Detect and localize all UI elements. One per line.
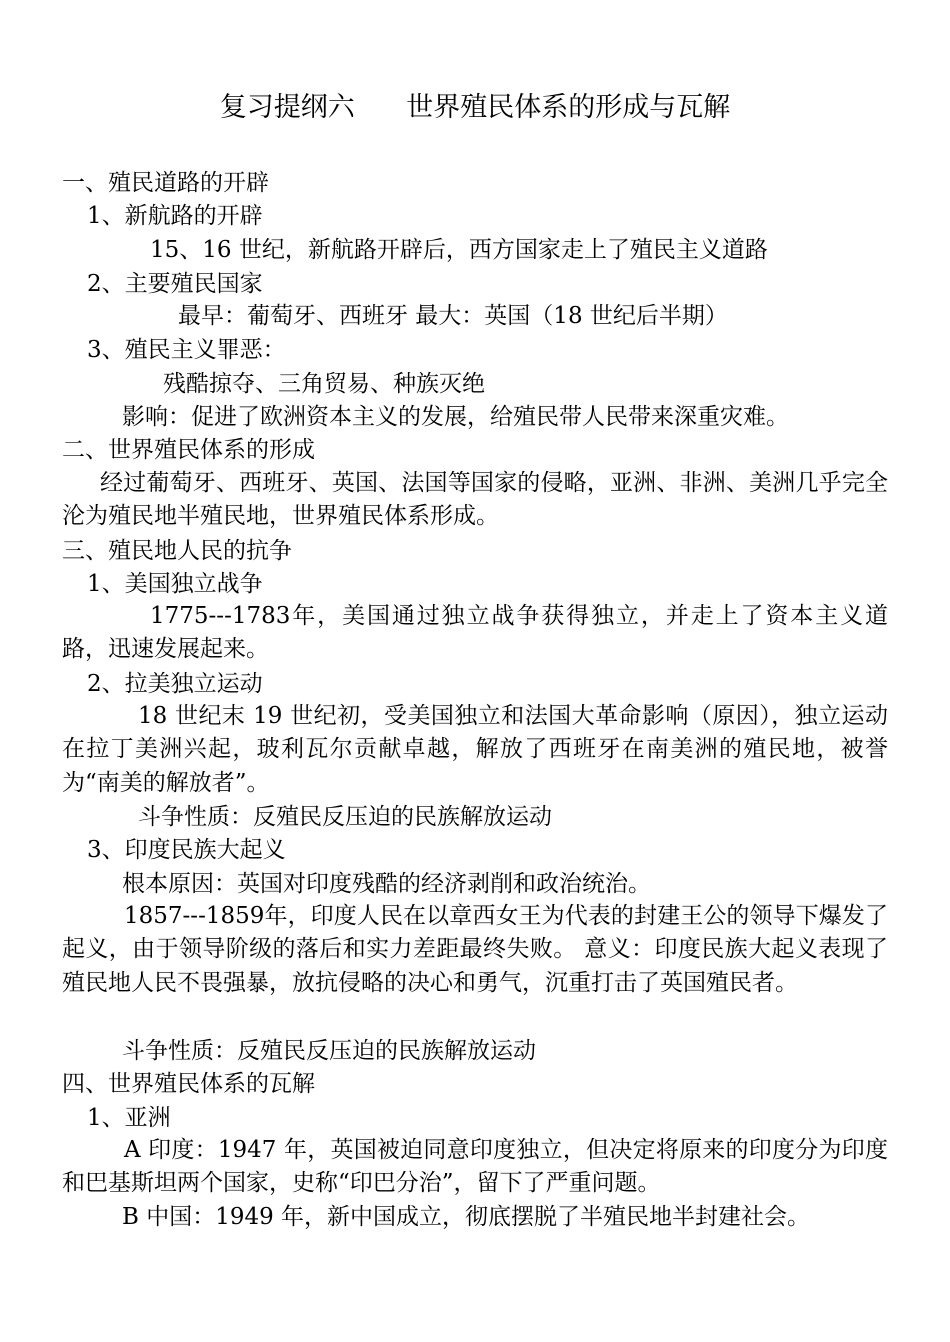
page-title: 复习提纲六 世界殖民体系的形成与瓦解 xyxy=(219,92,731,123)
item-colonial-crimes-text: 残酷掠夺、三角贸易、种族灭绝 xyxy=(163,371,485,397)
item-latin-america-nature: 斗争性质：反殖民反压迫的民族解放运动 xyxy=(138,804,552,830)
item-american-war-text: 1775---1783年，美国通过独立战争获得独立，并走上了资本主义道路，迅速发展起来。 xyxy=(62,603,888,663)
item-india-uprising: 3、印度民族大起义 xyxy=(87,837,286,863)
section-heading-1: 一、殖民道路的开辟 xyxy=(62,170,269,196)
item-colonial-crimes: 3、殖民主义罪恶： xyxy=(87,337,286,363)
item-american-war: 1、美国独立战争 xyxy=(87,571,263,597)
item-colonial-countries: 2、主要殖民国家 xyxy=(87,271,263,297)
item-new-routes-text: 15、16 世纪，新航路开辟后，西方国家走上了殖民主义道路 xyxy=(150,237,768,263)
item-latin-america: 2、拉美独立运动 xyxy=(87,671,263,697)
item-asia-india-text: A 印度：1947 年，英国被迫同意印度独立，但决定将原来的印度分为印度和巴基斯坦两个国家，史称“印巴分治”，留下了严重问题。 xyxy=(62,1137,888,1197)
item-india-uprising-text: 1857---1859年，印度人民在以章西女王为代表的封建王公的领导下爆发了起义，由于领导阶级的落后和实力差距最终失败。 意义：印度民族大起义表现了殖民地人民不畏强暴，放抗侵略的决心和勇气，沉重打击了英国殖民者。 xyxy=(62,903,888,996)
section-heading-3: 三、殖民地人民的抗争 xyxy=(62,538,292,564)
item-latin-america-text: 18 世纪末 19 世纪初，受美国独立和法国大革命影响（原因），独立运动在拉丁美洲兴起，玻利瓦尔贡献卓越，解放了西班牙在南美洲的殖民地，被誉为“南美的解放者”。 xyxy=(62,703,888,796)
item-india-uprising-cause: 根本原因：英国对印度残酷的经济剥削和政治统治。 xyxy=(122,871,651,897)
item-colonial-effect: 影响：促进了欧洲资本主义的发展，给殖民带人民带来深重灾难。 xyxy=(122,404,789,430)
item-new-routes: 1、新航路的开辟 xyxy=(87,203,263,229)
item-asia: 1、亚洲 xyxy=(87,1105,171,1131)
item-asia-china-text: B 中国：1949 年，新中国成立，彻底摆脱了半殖民地半封建社会。 xyxy=(122,1204,811,1230)
section-2-paragraph: 经过葡萄牙、西班牙、英国、法国等国家的侵略，亚洲、非洲、美洲几乎完全沦为殖民地半殖民地，世界殖民体系形成。 xyxy=(62,470,888,530)
section-heading-2: 二、世界殖民体系的形成 xyxy=(62,437,315,463)
section-heading-4: 四、世界殖民体系的瓦解 xyxy=(62,1071,315,1097)
item-india-uprising-nature: 斗争性质：反殖民反压迫的民族解放运动 xyxy=(122,1038,536,1064)
item-colonial-countries-text: 最早：葡萄牙、西班牙 最大：英国（18 世纪后半期） xyxy=(178,303,728,329)
